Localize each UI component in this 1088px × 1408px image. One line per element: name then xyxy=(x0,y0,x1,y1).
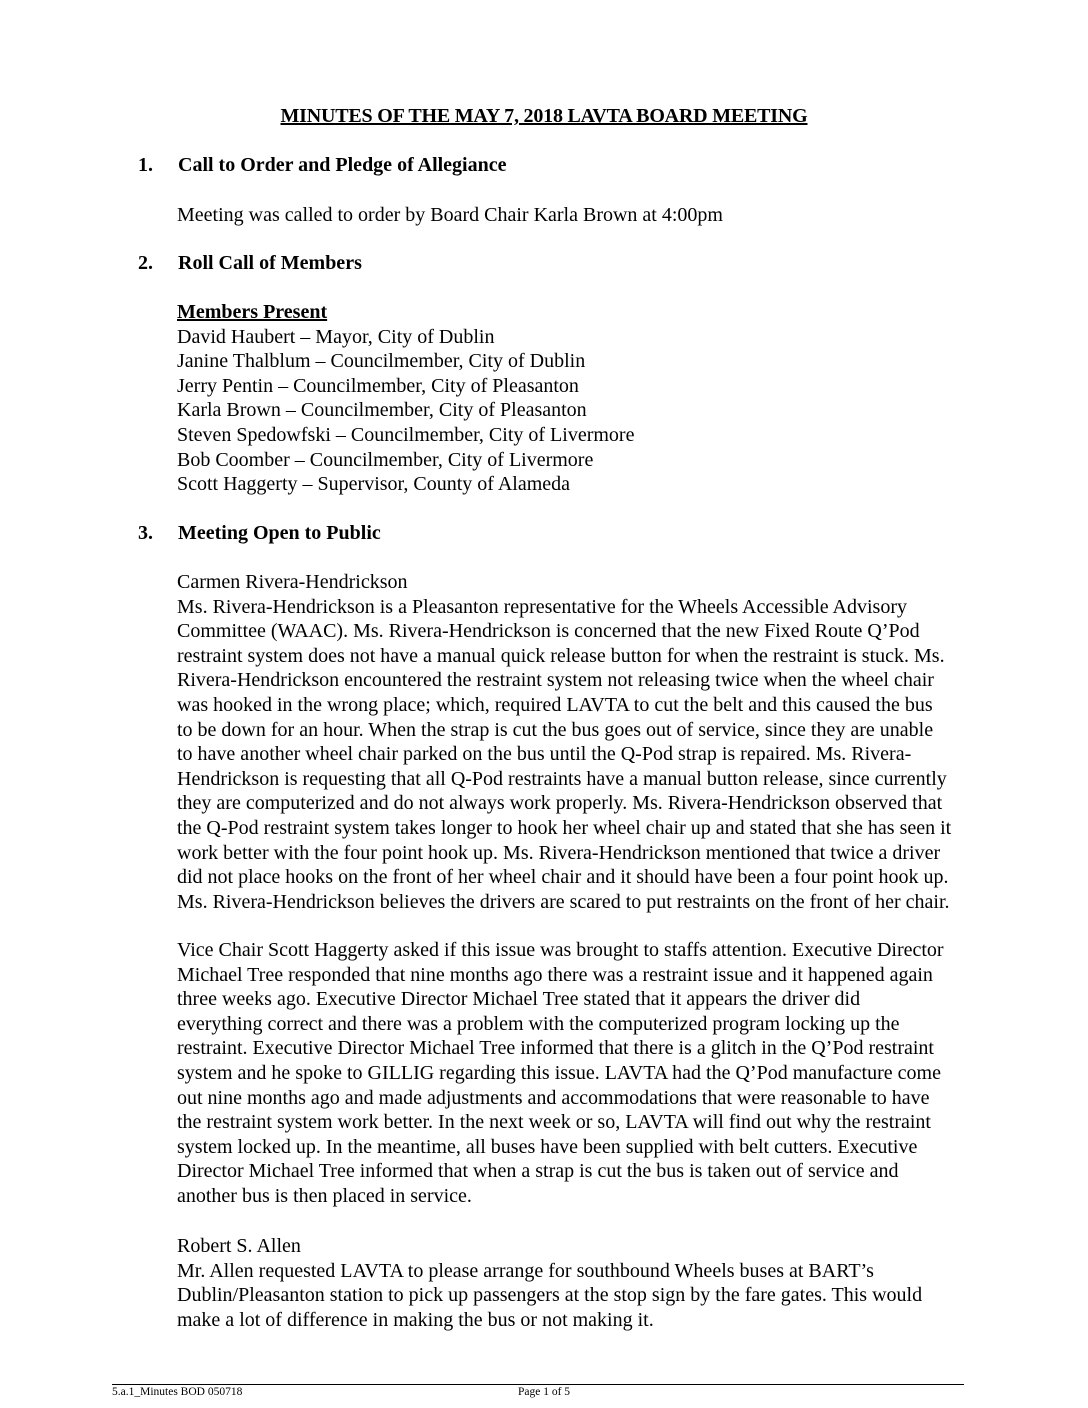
speaker-name: Robert S. Allen xyxy=(177,1235,301,1257)
footer-page-number: Page 1 of 5 xyxy=(517,1386,571,1398)
comment-line: Rivera-Hendrickson encountered the restraint system not releasing twice when the wheel chair xyxy=(177,669,934,692)
staff-response xyxy=(177,938,1007,1209)
comment-line: Ms. Rivera-Hendrickson believes the drivers are scared to put restraints on the front of her chair. xyxy=(177,890,950,913)
comment-line: was hooked in the wrong place; which, required LAVTA to cut the belt and this caused the bus xyxy=(177,693,933,716)
response-line: Director Michael Tree informed that when a strap is cut the bus is taken out of service and xyxy=(177,1160,899,1183)
footer-divider xyxy=(112,1384,964,1385)
response-line: another bus is then placed in service. xyxy=(177,1184,472,1207)
comment-line: they are computerized and do not always work properly. Ms. Rivera-Hendrickson observed that xyxy=(177,792,943,815)
call-to-order-text: Meeting was called to order by Board Chair Karla Brown at 4:00pm xyxy=(177,204,723,226)
section-number: 1. xyxy=(138,154,153,176)
section-number: 3. xyxy=(138,522,153,544)
comment-line: restraint system does not have a manual quick release button for when the restraint is stuck. Ms. xyxy=(177,644,945,667)
comment-line: Hendrickson is requesting that all Q-Pod restraints have a manual button release, since currently xyxy=(177,767,947,790)
member-item: Janine Thalblum – Councilmember, City of Dublin xyxy=(177,350,586,373)
comment-line: to have another wheel chair parked on the bus until the Q-Pod strap is repaired. Ms. Rivera- xyxy=(177,743,912,766)
section-title: Call to Order and Pledge of Allegiance xyxy=(178,154,507,176)
member-item: David Haubert – Mayor, City of Dublin xyxy=(177,325,495,348)
public-comment-1 xyxy=(177,570,1007,914)
comment-line: Committee (WAAC). Ms. Rivera-Hendrickson is concerned that the new Fixed Route Q’Pod xyxy=(177,620,920,643)
response-line: restraint. Executive Director Michael Tree informed that there is a glitch in the Q’Pod restraint xyxy=(177,1037,934,1060)
member-item: Scott Haggerty – Supervisor, County of Alameda xyxy=(177,473,571,496)
section-title: Meeting Open to Public xyxy=(178,522,381,544)
response-line: Vice Chair Scott Haggerty asked if this issue was brought to staffs attention. Executive Director xyxy=(177,939,944,961)
comment-line: did not place hooks on the front of her wheel chair and it should have been a four point hook up. xyxy=(177,866,949,889)
response-line: Michael Tree responded that nine months ago there was a restraint issue and it happened again xyxy=(177,963,933,986)
response-line: out nine months ago and made adjustments and accommodations that were reasonable to have xyxy=(177,1086,930,1109)
section-heading-roll-call xyxy=(138,252,362,275)
member-item: Jerry Pentin – Councilmember, City of Pleasanton xyxy=(177,374,579,397)
response-line: system and he spoke to GILLIG regarding this issue. LAVTA had the Q’Pod manufacture come xyxy=(177,1061,941,1084)
section-heading-call-to-order xyxy=(138,154,507,177)
comment-line: Mr. Allen requested LAVTA to please arrange for southbound Wheels buses at BART’s xyxy=(177,1259,874,1282)
comment-line: make a lot of difference in making the bus or not making it. xyxy=(177,1308,654,1331)
section-number: 2. xyxy=(138,252,153,274)
member-item: Bob Coomber – Councilmember, City of Livermore xyxy=(177,448,594,471)
section-title: Roll Call of Members xyxy=(178,252,362,274)
speaker-name: Carmen Rivera-Hendrickson xyxy=(177,571,408,593)
member-item: Steven Spedowfski – Councilmember, City of Livermore xyxy=(177,423,635,446)
response-line: the restraint system work better. In the next week or so, LAVTA will find out why the restraint xyxy=(177,1111,931,1134)
members-present-heading: Members Present xyxy=(177,301,328,323)
response-line: three weeks ago. Executive Director Michael Tree stated that it appears the driver did xyxy=(177,988,861,1011)
footer-file-reference: 5.a.1_Minutes BOD 050718 xyxy=(112,1386,243,1398)
comment-line: Dublin/Pleasanton station to pick up passengers at the stop sign by the fare gates. This would xyxy=(177,1284,923,1307)
member-item: Karla Brown – Councilmember, City of Pleasanton xyxy=(177,399,587,422)
section-heading-public xyxy=(138,522,381,545)
public-comment-2 xyxy=(177,1234,1007,1332)
comment-line: the Q-Pod restraint system takes longer to hook her wheel chair up and stated that she has seen it xyxy=(177,816,952,839)
page-title: MINUTES OF THE MAY 7, 2018 LAVTA BOARD MEETING xyxy=(280,105,808,127)
members-list xyxy=(177,300,1007,497)
comment-line: to be down for an hour. When the strap is cut the bus goes out of service, since they are unable xyxy=(177,718,934,741)
response-line: system locked up. In the meantime, all buses have been supplied with belt cutters. Executive xyxy=(177,1135,918,1158)
comment-line: Ms. Rivera-Hendrickson is a Pleasanton representative for the Wheels Accessible Advisory xyxy=(177,595,907,618)
response-line: everything correct and there was a problem with the computerized program locking up the xyxy=(177,1012,900,1035)
comment-line: work better with the four point hook up. Ms. Rivera-Hendrickson mentioned that twice a driver xyxy=(177,841,941,864)
